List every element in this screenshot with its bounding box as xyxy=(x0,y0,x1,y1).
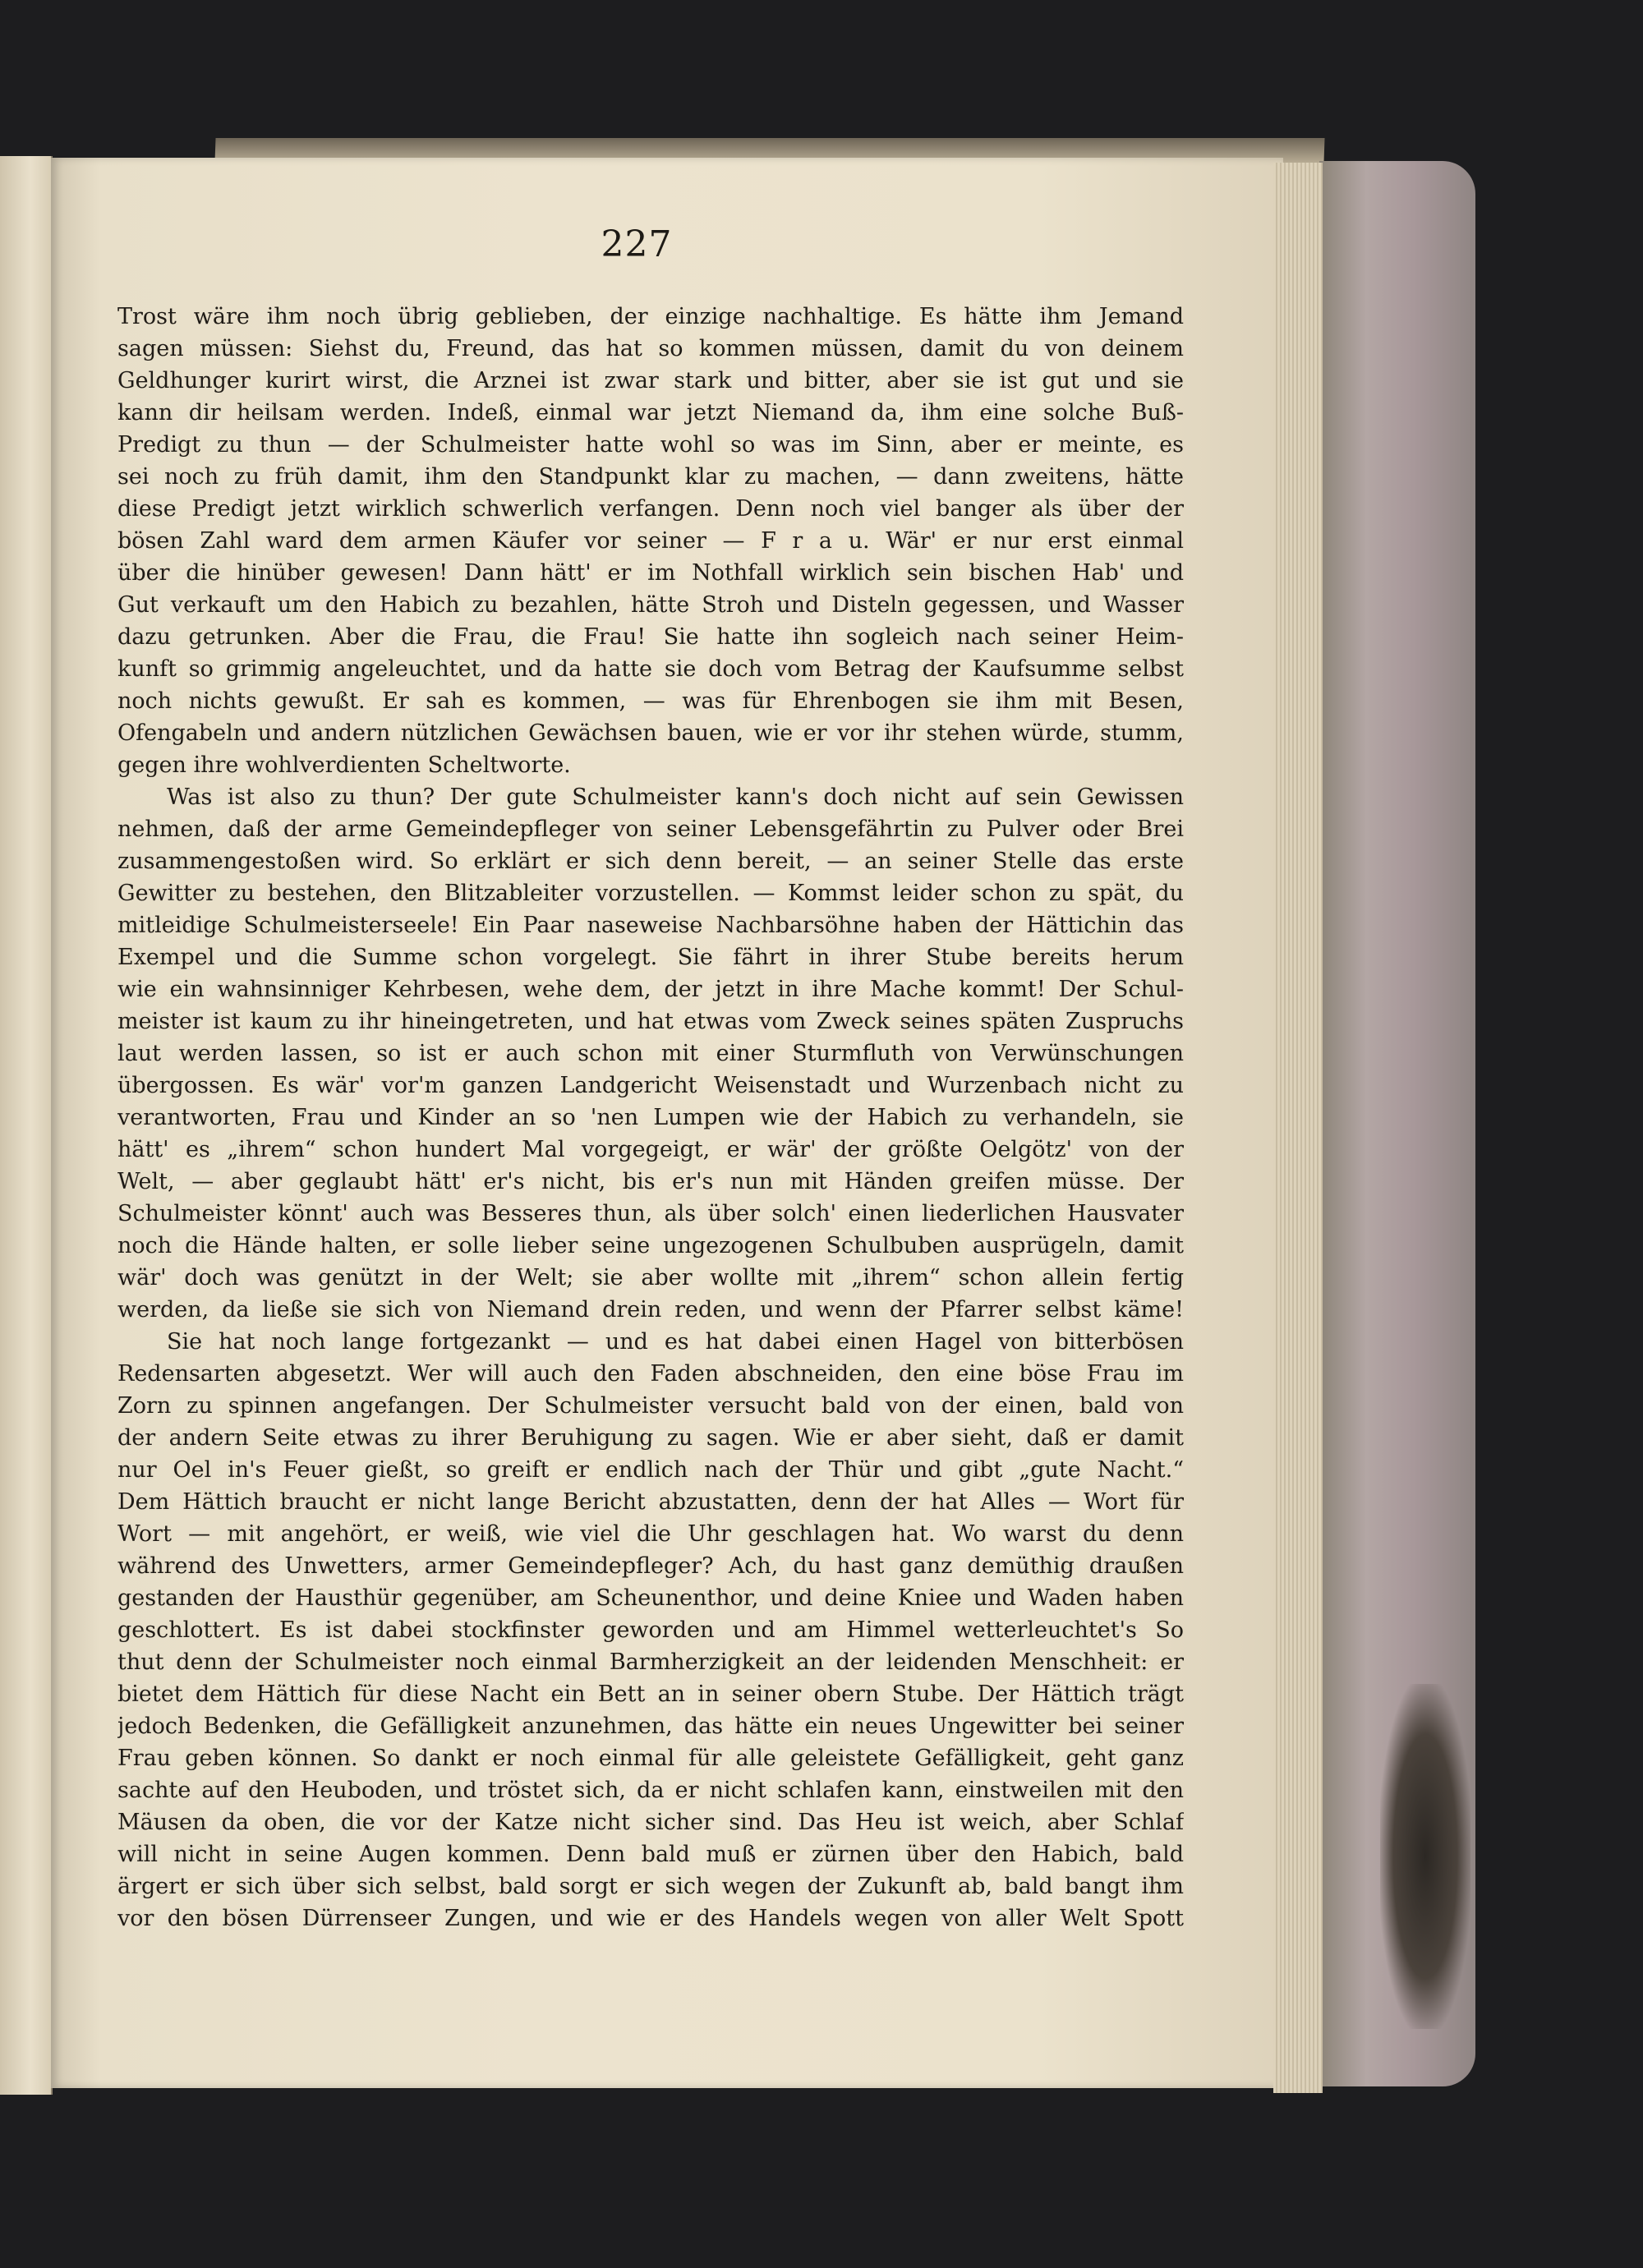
text-line: laut werden lassen, so ist er auch schon mit einer Sturmfluth von Verwünschungen xyxy=(117,1041,1184,1066)
text-line: bietet dem Hättich für diese Nacht ein Bett an in seiner obern Stube. Der Hättich trägt xyxy=(117,1681,1184,1707)
text-line: thut denn der Schulmeister noch einmal Barmherzigkeit an der leidenden Menschheit: er xyxy=(117,1649,1184,1675)
text-line: gegen ihre wohlverdienten Scheltworte. xyxy=(117,752,571,778)
text-line: Frau geben können. So dankt er noch einmal für alle geleistete Gefälligkeit, geht ganz xyxy=(117,1746,1184,1771)
text-line: gestanden der Hausthür gegenüber, am Scheunenthor, und deine Kniee und Waden haben xyxy=(117,1585,1184,1611)
text-line: während des Unwetters, armer Gemeindepfleger? Ach, du hast ganz demüthig draußen xyxy=(117,1553,1184,1579)
text-line: Gewitter zu bestehen, den Blitzableiter vorzustellen. — Kommst leider schon zu spät, du xyxy=(117,881,1184,906)
text-line: werden, da ließe sie sich von Niemand drein reden, und wenn der Pfarrer selbst käme! xyxy=(117,1297,1184,1323)
text-line: nur Oel in's Feuer gießt, so greift er endlich nach der Thür und gibt „gute Nacht.“ xyxy=(117,1457,1184,1483)
text-line: Exempel und die Summe schon vorgelegt. Sie fährt in ihrer Stube bereits herum xyxy=(117,945,1184,970)
text-line: geschlottert. Es ist dabei stockfinster geworden und am Himmel wetterleuchtet's So xyxy=(117,1617,1184,1643)
text-line: meister ist kaum zu ihr hineingetreten, und hat etwas vom Zweck seines späten Zuspruchs xyxy=(117,1009,1184,1034)
text-line: Was ist also zu thun? Der gute Schulmeister kann's doch nicht auf sein Gewissen xyxy=(167,784,1184,810)
text-line: wie ein wahnsinniger Kehrbesen, wehe dem, der jetzt in ihre Mache kommt! Der Schul- xyxy=(117,977,1184,1002)
text-line: sagen müssen: Siehst du, Freund, das hat so kommen müssen, damit du von deinem xyxy=(117,336,1184,361)
page-text xyxy=(117,301,1184,1934)
text-line: zusammengestoßen wird. So erklärt er sich denn bereit, — an seiner Stelle das erste xyxy=(117,849,1184,874)
text-line: Trost wäre ihm noch übrig geblieben, der einzige nachhaltige. Es hätte ihm Jemand xyxy=(117,304,1184,329)
text-line: verantworten, Frau und Kinder an so 'nen Lumpen wie der Habich zu verhandeln, sie xyxy=(117,1105,1184,1130)
text-line: sei noch zu früh damit, ihm den Standpunkt klar zu machen, — dann zweitens, hätte xyxy=(117,464,1184,490)
previous-page-edge xyxy=(0,156,53,2095)
text-line: vor den bösen Dürrenseer Zungen, und wie er des Handels wegen von aller Welt Spott xyxy=(117,1906,1184,1931)
text-line: noch die Hände halten, er solle lieber seine ungezogenen Schulbuben ausprügeln, damit xyxy=(117,1233,1184,1258)
text-line: noch nichts gewußt. Er sah es kommen, — was für Ehrenbogen sie ihm mit Besen, xyxy=(117,688,1184,714)
text-line: Wort — mit angehört, er weiß, wie viel die Uhr geschlagen hat. Wo warst du denn xyxy=(117,1521,1184,1547)
text-line: Mäusen da oben, die vor der Katze nicht sicher sind. Das Heu ist weich, aber Schlaf xyxy=(117,1810,1184,1835)
text-line: Gut verkauft um den Habich zu bezahlen, hätte Stroh und Disteln gegessen, und Wasser xyxy=(117,592,1184,618)
text-line: diese Predigt jetzt wirklich schwerlich verfangen. Denn noch viel banger als über der xyxy=(117,496,1184,522)
text-line: über die hinüber gewesen! Dann hätt' er im Nothfall wirklich sein bischen Hab' und xyxy=(117,560,1184,586)
text-line: kunft so grimmig angeleuchtet, und da hatte sie doch vom Betrag der Kaufsumme selbst xyxy=(117,656,1184,682)
text-line: ärgert er sich über sich selbst, bald sorgt er sich wegen der Zukunft ab, bald bangt ihm xyxy=(117,1874,1184,1899)
text-line: Predigt zu thun — der Schulmeister hatte wohl so was im Sinn, aber er meinte, es xyxy=(117,432,1184,458)
cover-stain xyxy=(1380,1684,1470,2029)
text-line: jedoch Bedenken, die Gefälligkeit anzunehmen, das hätte ein neues Ungewitter bei seiner xyxy=(117,1714,1184,1739)
text-line: Welt, — aber geglaubt hätt' er's nicht, bis er's nun mit Händen greifen müsse. Der xyxy=(117,1169,1184,1194)
text-line: will nicht in seine Augen kommen. Denn bald muß er zürnen über den Habich, bald xyxy=(117,1842,1184,1867)
text-line: wär' doch was genützt in der Welt; sie aber wollte mit „ihrem“ schon allein fertig xyxy=(117,1265,1184,1290)
text-line: bösen Zahl ward dem armen Käufer vor seiner — F r a u. Wär' er nur erst einmal xyxy=(117,528,1184,554)
text-line: Sie hat noch lange fortgezankt — und es hat dabei einen Hagel von bitterbösen xyxy=(167,1329,1184,1355)
text-line: mitleidige Schulmeisterseele! Ein Paar naseweise Nachbarsöhne haben der Hättichin das xyxy=(117,913,1184,938)
page-number: 227 xyxy=(601,223,673,265)
text-line: dazu getrunken. Aber die Frau, die Frau! Sie hatte ihn sogleich nach seiner Heim- xyxy=(117,624,1184,650)
text-line: kann dir heilsam werden. Indeß, einmal war jetzt Niemand da, ihm eine solche Buß- xyxy=(117,400,1184,426)
text-line: Schulmeister könnt' auch was Besseres thun, als über solch' einen liederlichen Hausvater xyxy=(117,1201,1184,1226)
text-line: der andern Seite etwas zu ihrer Beruhigung zu sagen. Wie er aber sieht, daß er damit xyxy=(117,1425,1184,1451)
text-line: übergossen. Es wär' vor'm ganzen Landgericht Weisenstadt und Wurzenbach nicht zu xyxy=(117,1073,1184,1098)
text-line: hätt' es „ihrem“ schon hundert Mal vorgegeigt, er wär' der größte Oelgötz' von der xyxy=(117,1137,1184,1162)
text-line: nehmen, daß der arme Gemeindepfleger von seiner Lebensgefährtin zu Pulver oder Brei xyxy=(117,817,1184,842)
text-line: Geldhunger kurirt wirst, die Arznei ist zwar stark und bitter, aber sie ist gut und sie xyxy=(117,368,1184,393)
text-line: Dem Hättich braucht er nicht lange Bericht abzustatten, denn der hat Alles — Wort für xyxy=(117,1489,1184,1515)
page-edges xyxy=(1273,163,1323,2093)
text-line: Ofengabeln und andern nützlichen Gewächsen bauen, wie er vor ihr stehen würde, stumm, xyxy=(117,720,1184,746)
text-line: sachte auf den Heuboden, und tröstet sich, da er nicht schlafen kann, einstweilen mit den xyxy=(117,1778,1184,1803)
text-line: Zorn zu spinnen angefangen. Der Schulmeister versucht bald von der einen, bald von xyxy=(117,1393,1184,1419)
text-line: Redensarten abgesetzt. Wer will auch den Faden abschneiden, den eine böse Frau im xyxy=(117,1361,1184,1387)
